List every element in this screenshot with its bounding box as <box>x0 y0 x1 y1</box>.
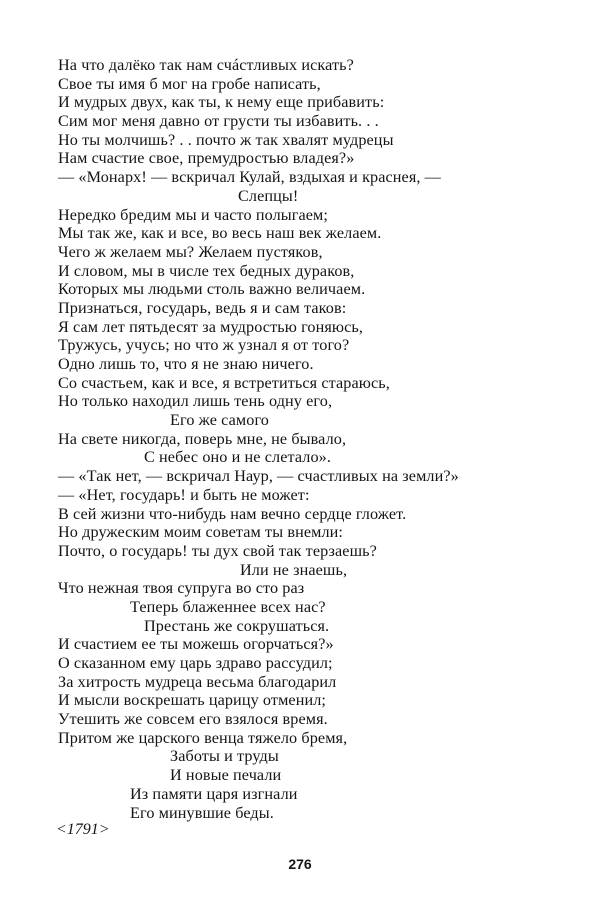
poem-line: — «Так нет, — вскричал Наур, — счастливых на земли?» <box>58 467 459 486</box>
poem-line: Что нежная твоя супруга во сто раз <box>58 579 305 598</box>
page-number: 276 <box>288 856 312 872</box>
poem-line: В сей жизни что-нибудь нам вечно сердце гложет. <box>58 504 407 523</box>
poem-line: Но ты молчишь? . . почто ж так хвалят мудрецы <box>58 130 394 149</box>
poem-line: Слепцы! <box>238 186 299 205</box>
poem-date: <1791> <box>56 821 110 838</box>
poem-line: Притом же царского венца тяжело бремя, <box>58 728 348 747</box>
poem-line: Из памяти царя изгнали <box>130 784 298 803</box>
poem-line: Или не знаешь, <box>240 560 348 579</box>
poem-line: Со счастьем, как и все, я встретиться стараюсь, <box>58 373 390 392</box>
poem-line: Которых мы людьми столь важно величаем. <box>58 280 366 299</box>
poem-line: Мы так же, как и все, во весь наш век желаем. <box>58 224 382 243</box>
poem-line: Сим мог меня давно от грусти ты избавить. . . <box>58 112 379 131</box>
poem-line: Нередко бредим мы и часто полыгаем; <box>58 205 328 224</box>
poem-line: Теперь блаженнее всех нас? <box>130 597 326 616</box>
poem-line: Но дружеским моим советам ты внемли: <box>58 523 344 542</box>
poem-line: Нам счастие свое, премудростью владея?» <box>58 149 355 168</box>
poem-text <box>58 56 558 822</box>
poem-line: Утешить же совсем его взялося время. <box>58 710 328 729</box>
poem-line: Одно лишь то, что я не знаю ничего. <box>58 355 314 373</box>
poem-line: И мудрых двух, как ты, к нему еще прибавить: <box>58 93 385 112</box>
poem-line: Признаться, государь, ведь я и сам таков: <box>58 298 347 317</box>
poem-line: И счастием ее ты можешь огорчаться?» <box>58 635 334 654</box>
poem-line: Чего ж желаем мы? Желаем пустяков, <box>58 242 323 261</box>
poem-line: Свое ты имя б мог на гробе написать, <box>58 74 321 93</box>
poem-line: С небес оно и не слетало». <box>144 448 331 467</box>
poem-line: И мысли воскрешать царицу отменил; <box>58 691 327 710</box>
poem-line: Его минувшие беды. <box>130 803 274 822</box>
poem-line: Я сам лет пятьдесят за мудростью гоняюсь, <box>58 317 364 336</box>
poem-line: — «Нет, государь! и быть не может: <box>58 485 310 504</box>
poem-line: И новые печали <box>170 766 282 785</box>
poem-line: — «Монарх! — вскричал Кулай, вздыхая и краснея, — <box>58 168 441 187</box>
poem-line: Его же самого <box>170 411 270 430</box>
poem-line: На свете никогда, поверь мне, не бывало, <box>58 429 347 448</box>
poem-line: Но только находил лишь тень одну его, <box>58 392 333 411</box>
poem-line: Заботы и труды <box>170 747 279 766</box>
poem-line: Почто, о государь! ты дух свой так терзаешь? <box>58 541 377 560</box>
poem-line: На что далёко так нам счáстливых искать? <box>58 56 354 74</box>
poem-line: О сказанном ему царь здраво рассудил; <box>58 654 333 672</box>
poem-line: И словом, мы в числе тех бедных дураков, <box>58 261 355 280</box>
poem-line: За хитрость мудреца весьма благодарил <box>58 672 337 691</box>
poem-line: Престань же сокрушаться. <box>144 616 330 635</box>
poem-line: Тружусь, учусь; но что ж узнал я от того? <box>58 336 350 355</box>
